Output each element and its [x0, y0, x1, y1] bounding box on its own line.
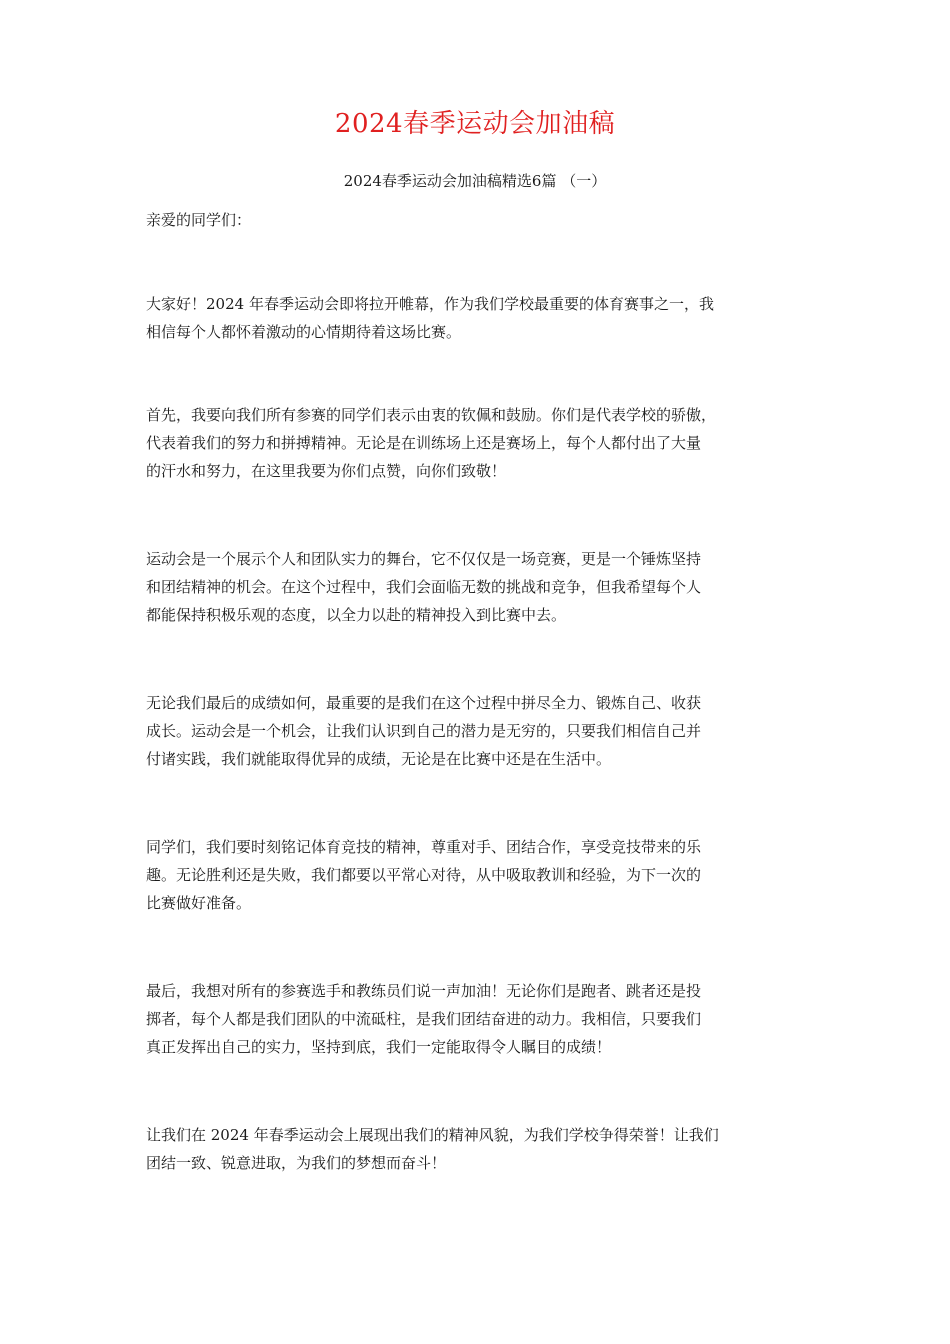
paragraph-line: 比赛做好准备。	[146, 894, 252, 912]
paragraph-line: 首先，我要向我们所有参赛的同学们表示由衷的钦佩和鼓励。你们是代表学校的骄傲，	[146, 406, 717, 424]
paragraph-line: 趣。无论胜利还是失败，我们都要以平常心对待，从中吸取教训和经验，为下一次的	[146, 866, 702, 884]
paragraph-line: 付诸实践，我们就能取得优异的成绩，无论是在比赛中还是在生活中。	[146, 750, 612, 768]
paragraph-3	[146, 545, 816, 629]
paragraph-line: 成长。运动会是一个机会，让我们认识到自己的潜力是无穷的，只要我们相信自己并	[146, 722, 702, 740]
paragraph-4	[146, 689, 816, 773]
paragraph-7	[146, 1121, 816, 1177]
paragraph-line: 运动会是一个展示个人和团队实力的舞台，它不仅仅是一场竞赛，更是一个锤炼坚持	[146, 550, 702, 568]
document-subtitle: 2024春季运动会加油稿精选6篇 （一）	[343, 172, 607, 190]
paragraph-line: 的汗水和努力，在这里我要为你们点赞，向你们致敬！	[146, 462, 507, 480]
paragraph-line: 最后，我想对所有的参赛选手和教练员们说一声加油！无论你们是跑者、跳者还是投	[146, 982, 702, 1000]
paragraph-6	[146, 977, 816, 1061]
paragraph-line: 真正发挥出自己的实力，坚持到底，我们一定能取得令人瞩目的成绩！	[146, 1038, 612, 1056]
paragraph-line: 和团结精神的机会。在这个过程中，我们会面临无数的挑战和竞争，但我希望每个人	[146, 578, 702, 596]
paragraph-1	[146, 290, 816, 346]
paragraph-line: 同学们，我们要时刻铭记体育竞技的精神，尊重对手、团结合作，享受竞技带来的乐	[146, 838, 702, 856]
paragraph-line: 大家好！2024 年春季运动会即将拉开帷幕，作为我们学校最重要的体育赛事之一，我	[146, 295, 714, 313]
paragraph-5	[146, 833, 816, 917]
paragraph-line: 相信每个人都怀着激动的心情期待着这场比赛。	[146, 323, 462, 341]
paragraph-2	[146, 401, 816, 485]
paragraph-line: 掷者，每个人都是我们团队的中流砥柱，是我们团结奋进的动力。我相信，只要我们	[146, 1010, 702, 1028]
paragraph-line: 团结一致、锐意进取，为我们的梦想而奋斗！	[146, 1154, 447, 1172]
greeting: 亲爱的同学们：	[146, 211, 252, 229]
paragraph-line: 都能保持积极乐观的态度，以全力以赴的精神投入到比赛中去。	[146, 606, 567, 624]
paragraph-line: 代表着我们的努力和拼搏精神。无论是在训练场上还是赛场上，每个人都付出了大量	[146, 434, 702, 452]
paragraph-line: 无论我们最后的成绩如何，最重要的是我们在这个过程中拼尽全力、锻炼自己、收获	[146, 694, 702, 712]
paragraph-line: 让我们在 2024 年春季运动会上展现出我们的精神风貌，为我们学校争得荣誉！让我们	[146, 1126, 719, 1144]
document-title: 2024春季运动会加油稿	[334, 109, 616, 139]
